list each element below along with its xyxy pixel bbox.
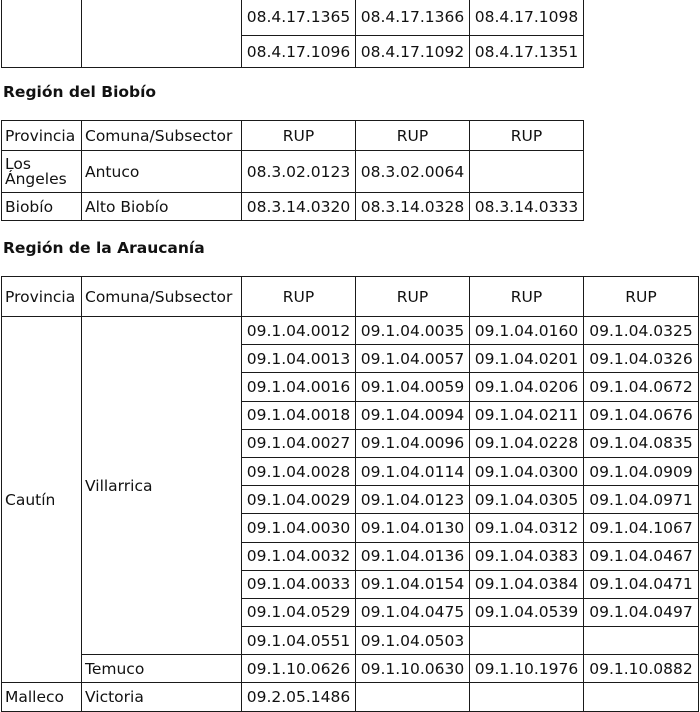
- rup-cell: 09.1.04.0384: [470, 570, 584, 598]
- rup-cell: [470, 627, 584, 655]
- header-provincia: Provincia: [2, 121, 82, 151]
- rup-cell: 09.1.04.0012: [242, 317, 356, 345]
- provincia-cell: Malleco: [2, 683, 82, 711]
- comuna-cell: Alto Biobío: [82, 193, 242, 221]
- rup-cell: 09.1.04.0475: [356, 598, 470, 626]
- rup-cell: 08.3.14.0320: [242, 193, 356, 221]
- rup-cell: [356, 683, 470, 711]
- rup-cell: 09.1.04.0325: [584, 317, 699, 345]
- rup-cell: 09.1.04.0035: [356, 317, 470, 345]
- rup-cell: 09.1.04.0032: [242, 542, 356, 570]
- rup-cell: 09.2.05.1486: [242, 683, 356, 711]
- rup-cell: 09.1.04.0300: [470, 457, 584, 485]
- rup-cell: 09.1.04.0033: [242, 570, 356, 598]
- section-title-araucania: Región de la Araucanía: [3, 239, 205, 257]
- table-row: [2, 317, 699, 345]
- rup-cell: 09.1.04.0013: [242, 345, 356, 373]
- header-rup: RUP: [470, 277, 584, 317]
- top-rup-table: [1, 0, 584, 68]
- rup-cell: [584, 683, 699, 711]
- rup-cell: 08.3.14.0333: [470, 193, 584, 221]
- header-provincia: Provincia: [2, 277, 82, 317]
- rup-cell: 09.1.04.0130: [356, 514, 470, 542]
- table-row: [2, 193, 584, 221]
- header-rup: RUP: [470, 121, 584, 151]
- rup-cell: 09.1.04.0497: [584, 598, 699, 626]
- header-row: [2, 277, 699, 317]
- rup-cell: 09.1.04.0835: [584, 429, 699, 457]
- rup-cell: 09.1.04.0305: [470, 486, 584, 514]
- comuna-cell: Victoria: [82, 683, 242, 711]
- rup-cell: 09.1.04.1067: [584, 514, 699, 542]
- rup-cell: 09.1.04.0228: [470, 429, 584, 457]
- rup-cell: 09.1.04.0201: [470, 345, 584, 373]
- rup-cell: 09.1.04.0094: [356, 401, 470, 429]
- rup-cell: 09.1.04.0529: [242, 598, 356, 626]
- comuna-cell: Temuco: [82, 655, 242, 683]
- rup-cell: 08.4.17.1366: [356, 0, 470, 36]
- header-row: [2, 121, 584, 151]
- comuna-cell: Antuco: [82, 151, 242, 193]
- rup-cell: 09.1.04.0028: [242, 457, 356, 485]
- rup-cell: 08.4.17.1096: [242, 36, 356, 68]
- rup-cell: 09.1.04.0551: [242, 627, 356, 655]
- rup-cell: 09.1.04.0096: [356, 429, 470, 457]
- provincia-cell: Cautín: [2, 317, 82, 683]
- araucania-body: [2, 317, 699, 712]
- rup-cell: 08.4.17.1365: [242, 0, 356, 36]
- rup-cell: 09.1.04.0211: [470, 401, 584, 429]
- rup-cell: 09.1.04.0016: [242, 373, 356, 401]
- rup-cell: [584, 627, 699, 655]
- rup-cell: 08.4.17.1092: [356, 36, 470, 68]
- rup-cell: [470, 151, 584, 193]
- rup-cell: 08.4.17.1351: [470, 36, 584, 68]
- rup-cell: 09.1.04.0154: [356, 570, 470, 598]
- rup-cell: 09.1.04.0206: [470, 373, 584, 401]
- provincia-cell: Los Ángeles: [2, 151, 82, 193]
- rup-cell: 09.1.04.0057: [356, 345, 470, 373]
- rup-cell: 09.1.04.0136: [356, 542, 470, 570]
- rup-cell: 09.1.04.0114: [356, 457, 470, 485]
- rup-cell: 09.1.04.0539: [470, 598, 584, 626]
- table-row: [2, 0, 584, 36]
- table-row: [2, 151, 584, 193]
- rup-cell: 09.1.04.0467: [584, 542, 699, 570]
- rup-cell: 08.4.17.1098: [470, 0, 584, 36]
- header-comuna: Comuna/Subsector: [82, 277, 242, 317]
- rup-cell: 09.1.04.0971: [584, 486, 699, 514]
- table-row: [2, 655, 699, 683]
- rup-cell: 09.1.04.0503: [356, 627, 470, 655]
- araucania-rup-table: [1, 276, 699, 712]
- provincia-cell: [2, 0, 82, 68]
- rup-cell: 09.1.04.0676: [584, 401, 699, 429]
- provincia-cell: Biobío: [2, 193, 82, 221]
- header-comuna: Comuna/Subsector: [82, 121, 242, 151]
- rup-cell: 09.1.04.0027: [242, 429, 356, 457]
- rup-cell: 09.1.04.0018: [242, 401, 356, 429]
- rup-cell: 09.1.04.0029: [242, 486, 356, 514]
- biobio-rup-table: [1, 120, 584, 221]
- rup-cell: 09.1.04.0312: [470, 514, 584, 542]
- comuna-cell: Villarrica: [82, 317, 242, 655]
- rup-cell: 09.1.04.0471: [584, 570, 699, 598]
- section-title-biobio: Región del Biobío: [3, 83, 157, 101]
- rup-cell: 09.1.10.1976: [470, 655, 584, 683]
- rup-cell: [470, 683, 584, 711]
- rup-cell: 09.1.04.0123: [356, 486, 470, 514]
- comuna-cell: [82, 0, 242, 68]
- rup-cell: 09.1.04.0909: [584, 457, 699, 485]
- rup-cell: 09.1.10.0882: [584, 655, 699, 683]
- rup-cell: 08.3.02.0064: [356, 151, 470, 193]
- rup-cell: 09.1.04.0030: [242, 514, 356, 542]
- rup-cell: 08.3.14.0328: [356, 193, 470, 221]
- rup-cell: 09.1.04.0672: [584, 373, 699, 401]
- rup-cell: 09.1.04.0383: [470, 542, 584, 570]
- header-rup: RUP: [242, 121, 356, 151]
- rup-cell: 09.1.04.0160: [470, 317, 584, 345]
- rup-cell: 09.1.04.0059: [356, 373, 470, 401]
- rup-cell: 09.1.10.0626: [242, 655, 356, 683]
- header-rup: RUP: [356, 277, 470, 317]
- header-rup: RUP: [242, 277, 356, 317]
- header-rup: RUP: [356, 121, 470, 151]
- rup-cell: 09.1.04.0326: [584, 345, 699, 373]
- rup-cell: 09.1.10.0630: [356, 655, 470, 683]
- header-rup: RUP: [584, 277, 699, 317]
- rup-cell: 08.3.02.0123: [242, 151, 356, 193]
- table-row: [2, 683, 699, 711]
